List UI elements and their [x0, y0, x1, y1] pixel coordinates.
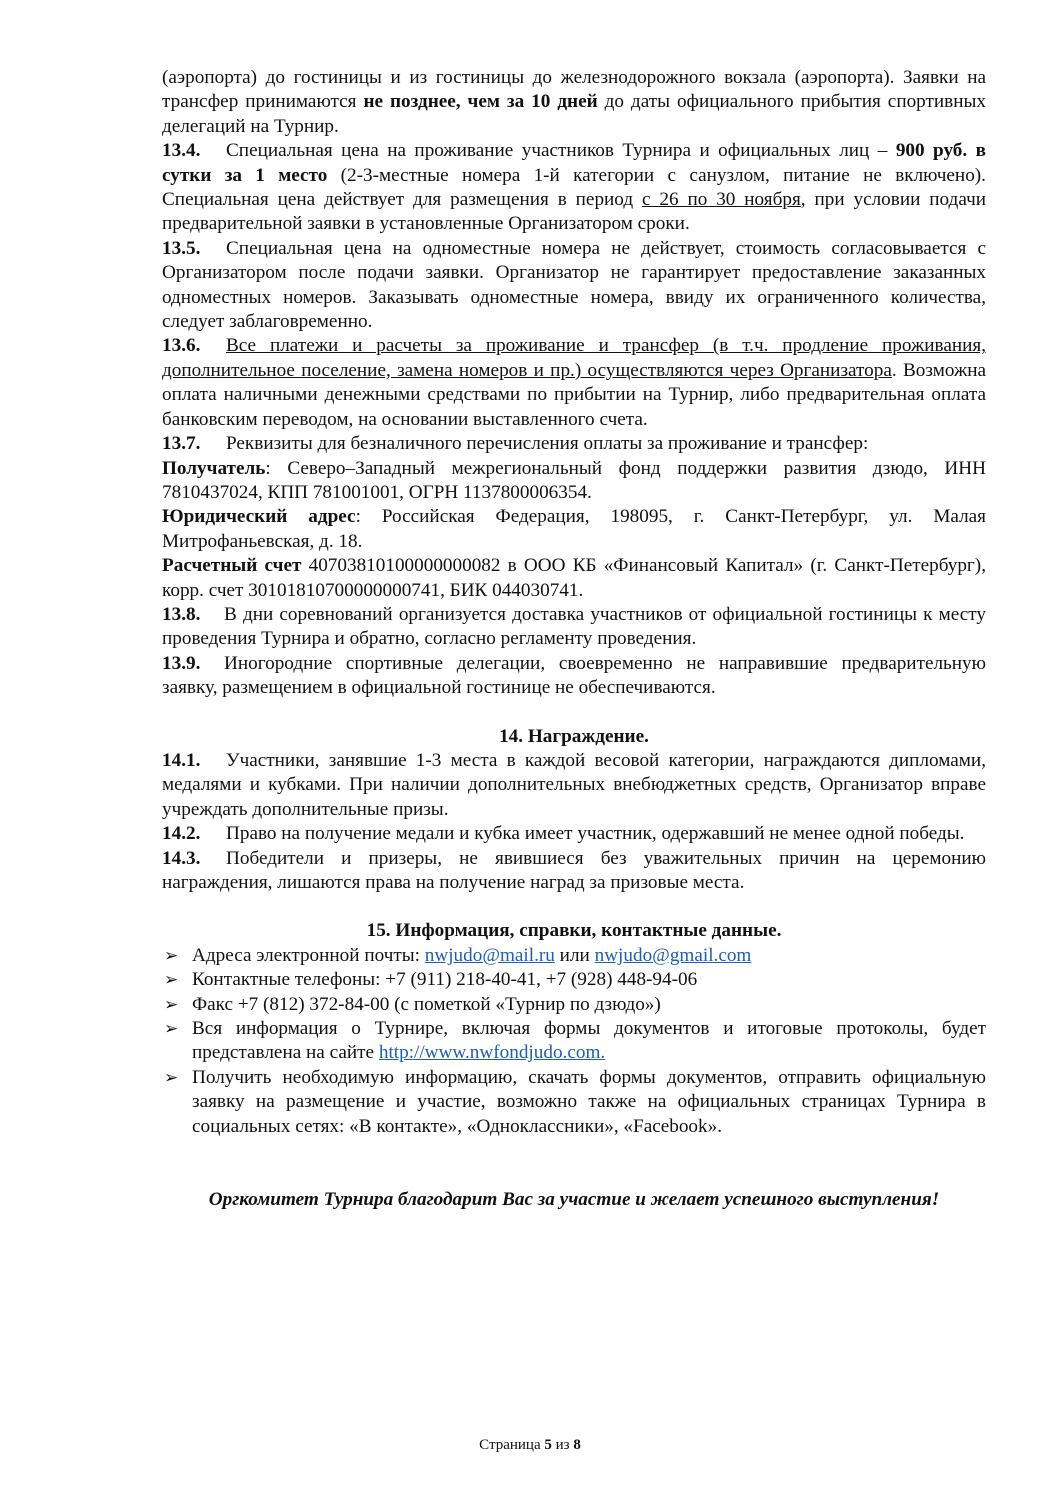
contact-list: [162, 944, 986, 1139]
paragraph-13-9: 13.9. Иногородние спортивные делегации, своевременно не направившие предварительную заявку, размещением в официальной гостинице не обеспечиваются.: [162, 652, 986, 699]
paragraph-14-3: 14.3. Победители и призеры, не явившиеся без уважительных причин на церемонию награждения, лишаются права на получение наград за призовые места.: [162, 847, 986, 893]
paragraph-13-3-continued: (аэропорта) до гостиницы и из гостиницы до железнодорожного вокзала (аэропорта). Заявки на трансфер принимаются не позднее, чем за 10 дней до даты официального прибытия спортивных делегаций на Турнир.: [162, 67, 986, 137]
paragraph-13-5: 13.5. Специальная цена на одноместные номера не действует, стоимость согласовывается с Организатором после подачи заявки. Организатор не гарантирует предоставление заказанных одноместных номеров. Заказывать одноместные номера, ввиду их ограниченного количества, следует заблаговременно.: [162, 237, 986, 333]
arrow-bullet-icon: ➢: [164, 945, 179, 965]
clause-number: 13.7.: [162, 433, 201, 455]
legal-address: Юридический адрес: Российская Федерация, 198095, г. Санкт-Петербург, ул. Малая Митрофаньевская, д. 18.: [162, 506, 987, 552]
paragraph-13-8: 13.8. В дни соревнований организуется доставка участников от официальной гостиницы к месту проведения Турнира и обратно, согласно регламенту проведения.: [162, 603, 986, 650]
paragraph-14-1: 14.1. Участники, занявшие 1-3 места в каждой весовой категории, награждаются дипломами, медалями и кубками. При наличии дополнительных внебюджетных средств, Организатор вправе учреждать дополнительные призы.: [162, 749, 986, 820]
list-item-email: ➢ Адреса электронной почты: nwjudo@mail.ru или nwjudo@gmail.com: [162, 944, 986, 968]
section-14-heading: 14. Награждение.: [499, 725, 649, 747]
arrow-bullet-icon: ➢: [164, 1067, 179, 1087]
clause-number: 14.1.: [162, 749, 201, 771]
list-item-phones: ➢ Контактные телефоны: +7 (911) 218-40-41, +7 (928) 448-94-06: [162, 968, 986, 992]
current-page-number: 5: [544, 1437, 552, 1453]
clause-number: 13.9.: [162, 652, 201, 674]
website-link[interactable]: http://www.nwfondjudo.com.: [378, 1042, 606, 1064]
paragraph-13-6: 13.6. Все платежи и расчеты за проживание и трансфер (в т.ч. продление проживания, дополнительное поселение, замена номеров и пр.) осуществляются через Организатора. Возможна оплата наличными денежными средствами по прибытии на Турнир, либо предварительная оплата банковским переводом, на основании выставленного счета.: [162, 335, 986, 430]
total-pages: 8: [573, 1437, 581, 1453]
email-link-mail-ru[interactable]: nwjudo@mail.ru: [424, 944, 555, 966]
arrow-bullet-icon: ➢: [164, 1019, 179, 1039]
email-link-gmail[interactable]: nwjudo@gmail.com: [594, 944, 752, 966]
paragraph-13-4: 13.4. Специальная цена на проживание участников Турнира и официальных лиц – 900 руб. в сутки за 1 место (2-3-местные номера 1-й категории с санузлом, питание не включено). Специальная цена действует для размещения в период с 26 по 30 ноября, при условии подачи предварительной заявки в установленные Организатором сроки.: [162, 140, 986, 235]
bank-account: Расчетный счет 40703810100000000082 в ООО КБ «Финансовый Капитал» (г. Санкт-Петербург), корр. счет 30101810700000000741, БИК 044030741.: [162, 555, 986, 601]
closing-message: Оргкомитет Турнира благодарит Вас за участие и желает успешного выступления!: [208, 1189, 940, 1211]
list-item-website: ➢ Вся информация о Турнире, включая формы документов и итоговые протоколы, будет представлена на сайте http://www.nwfondjudo.com.: [164, 1018, 986, 1064]
section-15-heading: 15. Информация, справки, контактные данные.: [366, 920, 782, 942]
clause-number: 13.4.: [162, 140, 201, 162]
clause-number: 13.8.: [162, 603, 201, 625]
clause-number: 13.6.: [162, 335, 201, 357]
arrow-bullet-icon: ➢: [164, 994, 179, 1014]
list-item-social: ➢ Получить необходимую информацию, скачать формы документов, отправить официальную заявку на размещение и участие, возможно также на официальных страницах Турнира в социальных сетях: «В контакте», «Одноклассники», «Facebook».: [164, 1066, 986, 1137]
paragraph-14-2: 14.2. Право на получение медали и кубка имеет участник, одержавший не менее одной победы.: [162, 822, 986, 846]
clause-number: 14.3.: [162, 847, 201, 869]
document-page: [162, 66, 986, 1212]
paragraph-13-7: 13.7. Реквизиты для безналичного перечисления оплаты за проживание и трансфер:: [162, 432, 986, 456]
page-footer: Страница 5 из 8: [479, 1437, 581, 1453]
clause-number: 13.5.: [162, 237, 201, 259]
arrow-bullet-icon: ➢: [164, 970, 179, 990]
recipient-details: Получатель: Северо–Западный межрегиональный фонд поддержки развития дзюдо, ИНН 7810437024, КПП 781001001, ОГРН 1137800006354.: [162, 457, 986, 503]
list-item-fax: ➢ Факс +7 (812) 372-84-00 (с пометкой «Турнир по дзюдо»): [162, 993, 986, 1017]
clause-number: 14.2.: [162, 823, 201, 845]
